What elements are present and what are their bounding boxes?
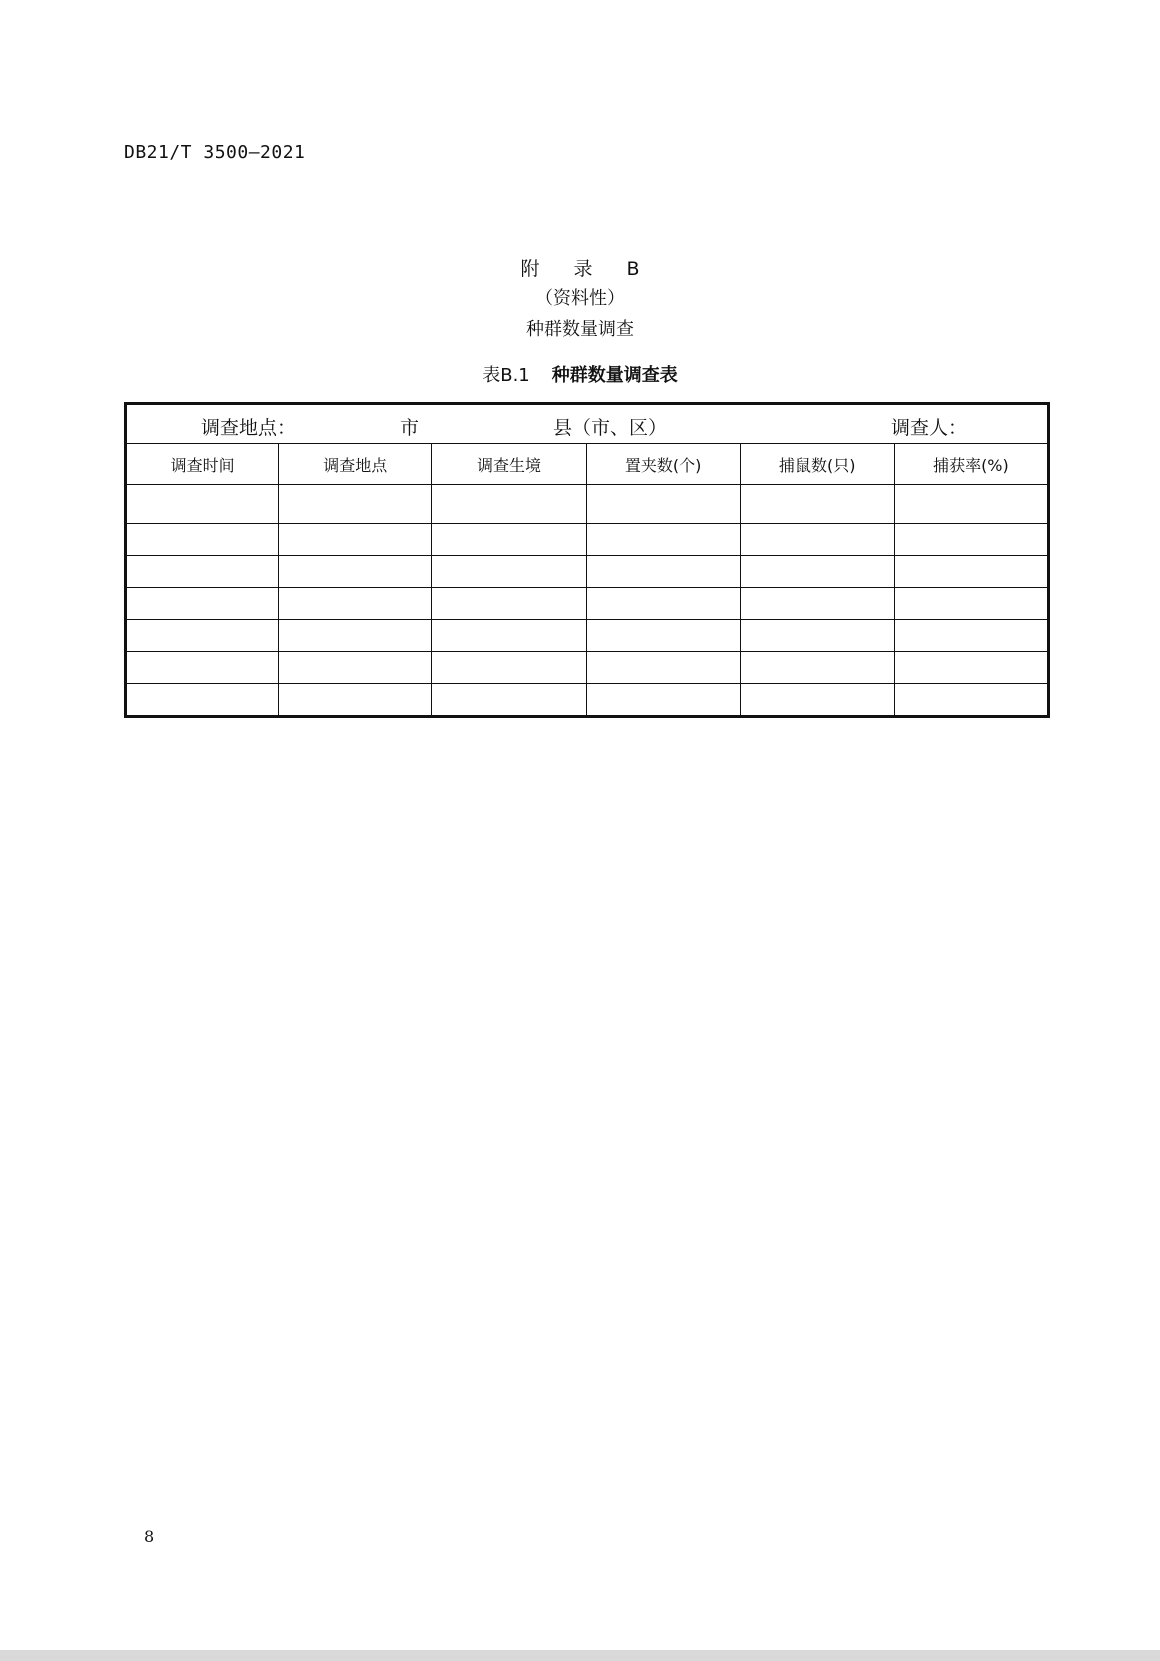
table-cell[interactable]	[432, 556, 586, 588]
column-header: 调查时间	[126, 444, 279, 485]
table-row	[126, 652, 1049, 684]
table-row	[126, 684, 1049, 717]
table-cell[interactable]	[279, 485, 432, 524]
table-caption-number: 表B.1	[482, 365, 530, 386]
table-cell[interactable]	[740, 524, 894, 556]
table-cell[interactable]	[126, 588, 279, 620]
table-row	[126, 485, 1049, 524]
table-cell[interactable]	[894, 652, 1048, 684]
table-cell[interactable]	[586, 684, 740, 717]
table-cell[interactable]	[432, 524, 586, 556]
table-cell[interactable]	[279, 588, 432, 620]
column-header: 捕获率(%)	[894, 444, 1048, 485]
investigator-label: 调查人：	[891, 417, 968, 439]
info-row	[126, 404, 1049, 444]
table-cell[interactable]	[586, 524, 740, 556]
table-cell[interactable]	[740, 556, 894, 588]
table-cell[interactable]	[432, 620, 586, 652]
table-cell[interactable]	[586, 556, 740, 588]
column-header: 置夹数(个)	[586, 444, 740, 485]
page-number: 8	[144, 1527, 155, 1546]
column-header: 捕鼠数(只)	[740, 444, 894, 485]
bottom-scroll-edge	[0, 1650, 1160, 1661]
table-cell[interactable]	[586, 485, 740, 524]
table-cell[interactable]	[279, 556, 432, 588]
table-row	[126, 588, 1049, 620]
header-row	[126, 444, 1049, 485]
table-cell[interactable]	[432, 588, 586, 620]
table-cell[interactable]	[126, 524, 279, 556]
table-caption-title: 种群数量调查表	[551, 365, 678, 386]
info-cell	[126, 404, 1049, 444]
table-cell[interactable]	[279, 652, 432, 684]
table-cell[interactable]	[586, 620, 740, 652]
table-cell[interactable]	[740, 684, 894, 717]
document-code: DB21/T 3500—2021	[124, 142, 306, 163]
table-cell[interactable]	[586, 588, 740, 620]
table-cell[interactable]	[432, 652, 586, 684]
survey-table	[124, 402, 1050, 718]
table-cell[interactable]	[126, 485, 279, 524]
table-cell[interactable]	[894, 485, 1048, 524]
table-cell[interactable]	[126, 620, 279, 652]
table-cell[interactable]	[126, 684, 279, 717]
table-cell[interactable]	[279, 620, 432, 652]
table-row	[126, 524, 1049, 556]
table-cell[interactable]	[279, 524, 432, 556]
table-cell[interactable]	[894, 588, 1048, 620]
table-cell[interactable]	[126, 556, 279, 588]
county-label: 县（市、区）	[553, 417, 668, 439]
table-cell[interactable]	[894, 684, 1048, 717]
table-cell[interactable]	[432, 684, 586, 717]
column-header: 调查生境	[432, 444, 586, 485]
appendix-note: （资料性）	[535, 288, 625, 309]
table-row	[126, 556, 1049, 588]
table-cell[interactable]	[126, 652, 279, 684]
table-cell[interactable]	[894, 524, 1048, 556]
table-cell[interactable]	[279, 684, 432, 717]
table-caption	[0, 361, 1160, 387]
city-label: 市	[400, 417, 420, 439]
table-cell[interactable]	[740, 485, 894, 524]
table-cell[interactable]	[740, 652, 894, 684]
appendix-subject: 种群数量调查	[526, 319, 634, 340]
table-cell[interactable]	[432, 485, 586, 524]
table-cell[interactable]	[894, 620, 1048, 652]
table-cell[interactable]	[740, 588, 894, 620]
column-header: 调查地点	[279, 444, 432, 485]
location-label: 调查地点：	[201, 417, 297, 439]
appendix-title: 附 录 B	[520, 258, 654, 280]
table-row	[126, 620, 1049, 652]
table-cell[interactable]	[740, 620, 894, 652]
table-cell[interactable]	[586, 652, 740, 684]
table-cell[interactable]	[894, 556, 1048, 588]
